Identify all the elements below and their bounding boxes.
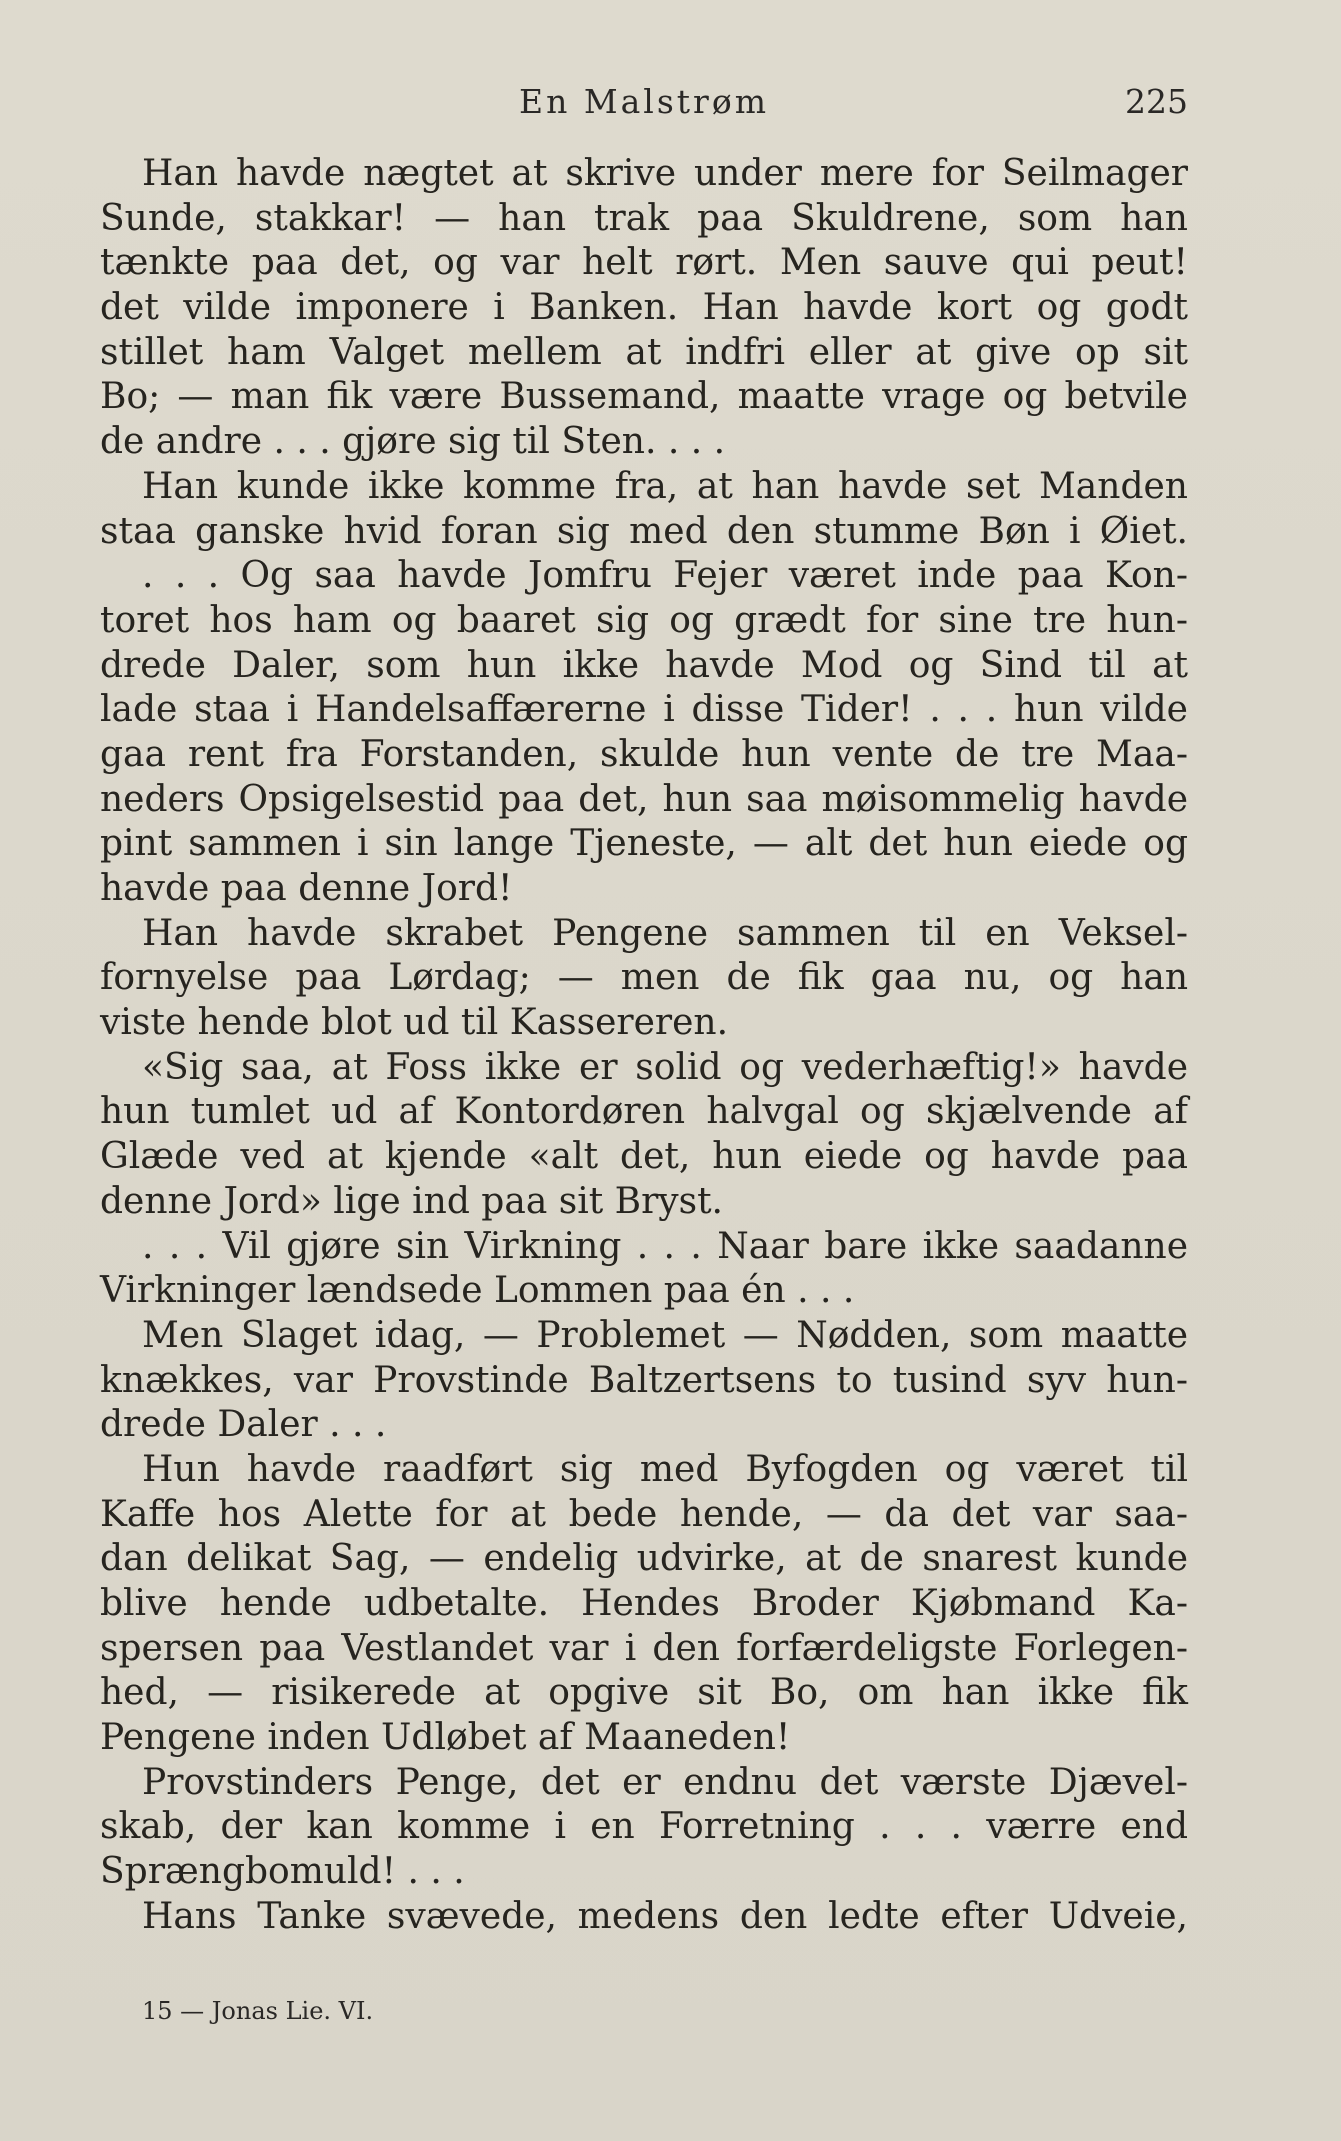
text-line: Hun havde raadført sig med Byfogden og været til — [142, 1448, 1188, 1490]
text-line: fornyelse paa Lørdag; — men de fik gaa nu, og han — [100, 957, 1188, 999]
text-line: gaa rent fra Forstanden, skulde hun vente de tre Maa- — [100, 733, 1188, 775]
text-line: Glæde ved at kjende «alt det, hun eiede og havde paa — [100, 1136, 1188, 1178]
text-line: Han havde nægtet at skrive under mere for Seilmager — [142, 153, 1188, 194]
text-line: Men Slaget idag, — Problemet — Nødden, som maatte — [142, 1314, 1188, 1356]
body-text — [100, 152, 1188, 1940]
text-line: Hans Tanke svævede, medens den ledte efter Udveie, — [142, 1895, 1188, 1937]
text-line: stillet ham Valget mellem at indfri eller at give op sit — [100, 331, 1188, 373]
text-line: Kaffe hos Alette for at bede hende, — da det var saa- — [100, 1493, 1188, 1535]
text-line: staa ganske hvid foran sig med den stumme Bøn i Øiet. — [100, 510, 1188, 552]
text-line: blive hende udbetalte. Hendes Broder Kjøbmand Ka- — [100, 1583, 1188, 1624]
text-line: drede Daler, som hun ikke havde Mod og Sind til at — [100, 644, 1188, 686]
text-line: Virkninger lændsede Lommen paa én . . . — [100, 1270, 855, 1312]
text-line: Sunde, stakkar! — han trak paa Skuldrene, som han — [100, 197, 1188, 239]
text-line: lade staa i Handelsaffærerne i disse Tider! . . . hun vilde — [100, 689, 1188, 731]
text-line: knækkes, var Provstinde Baltzertsens to tusind syv hun- — [100, 1359, 1188, 1401]
text-line: Provstinders Penge, det er endnu det værste Djævel- — [142, 1761, 1188, 1803]
text-line: . . . Og saa havde Jomfru Fejer været inde paa Kon- — [142, 555, 1188, 597]
page-header — [100, 82, 1188, 128]
text-line: . . . Vil gjøre sin Virkning . . . Naar bare ikke saadanne — [142, 1225, 1188, 1267]
page-number: 225 — [1125, 82, 1188, 121]
text-line: hed, — risikerede at opgive sit Bo, om han ikke fik — [100, 1672, 1188, 1714]
text-line: de andre . . . gjøre sig til Sten. . . . — [100, 421, 726, 463]
text-line: skab, der kan komme i en Forretning . . . værre end — [100, 1806, 1188, 1848]
text-line: Sprængbomuld! . . . — [100, 1851, 465, 1893]
text-line: viste hende blot ud til Kassereren. — [100, 1002, 729, 1044]
text-line: Pengene inden Udløbet af Maaneden! — [100, 1717, 791, 1759]
text-line: det vilde imponere i Banken. Han havde kort og godt — [100, 287, 1188, 329]
text-line: neders Opsigelsestid paa det, hun saa møisommelig havde — [100, 778, 1188, 820]
text-line: spersen paa Vestlandet var i den forfærdeligste Forlegen- — [100, 1627, 1188, 1669]
text-line: Bo; — man fik være Bussemand, maatte vrage og betvile — [100, 376, 1188, 418]
text-line: hun tumlet ud af Kontordøren halvgal og skjælvende af — [100, 1091, 1188, 1133]
signature-mark: 15 — Jonas Lie. VI. — [142, 1997, 374, 2025]
text-line: toret hos ham og baaret sig og grædt for sine tre hun- — [100, 599, 1188, 641]
running-title: En Malstrøm — [519, 82, 769, 121]
text-line: «Sig saa, at Foss ikke er solid og vederhæftig!» havde — [142, 1046, 1188, 1088]
text-line: dan delikat Sag, — endelig udvirke, at de snarest kunde — [100, 1538, 1188, 1580]
text-line: Han kunde ikke komme fra, at han havde set Manden — [142, 465, 1188, 507]
text-line: denne Jord» lige ind paa sit Bryst. — [100, 1180, 724, 1222]
text-line: Han havde skrabet Pengene sammen til en Veksel- — [142, 912, 1188, 954]
text-line: pint sammen i sin lange Tjeneste, — alt det hun eiede og — [100, 823, 1188, 865]
text-line: havde paa denne Jord! — [100, 868, 513, 909]
text-line: drede Daler . . . — [100, 1404, 387, 1446]
text-line: tænkte paa det, og var helt rørt. Men sauve qui peut! — [100, 242, 1188, 284]
